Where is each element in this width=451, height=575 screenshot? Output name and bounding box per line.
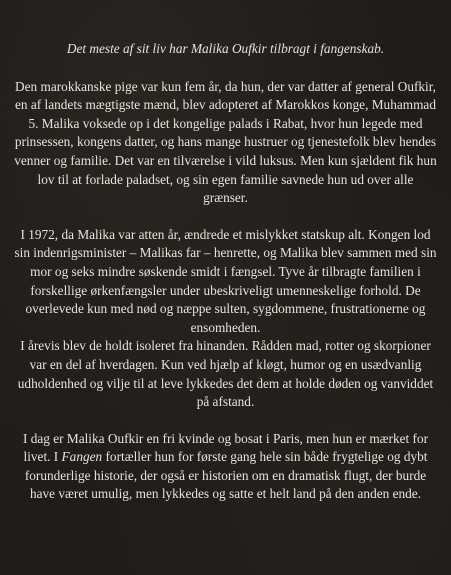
synopsis-paragraph-1: [14, 78, 437, 208]
paragraph-4-intro: I dag er Malika Oufkir en fri kvinde og bosat i Paris, men hun er mærket for livet. I: [22, 430, 429, 465]
synopsis-paragraph-2: [14, 226, 437, 412]
book-title-italic: Fangen: [61, 449, 103, 465]
synopsis-paragraph-2-text: I 1972, da Malika var atten år, ændrede et mislykket statskup alt. Kongen lod sin indenrigsminister – Malikas far – henrette, og Malika blev sammen med sin mor og seks mindre søskende smidt i fængsel. Tyve år tilbragte familien i forskellige ørkenfængsler under ubeskriveligt umenneskelige forhold. De overlevede kun med nød og næppe sulten, sygdommene, frustrationerne og ensomheden.: [14, 226, 437, 335]
paragraph-4-rest: fortæller hun for første gang hele sin både frygtelige og dybt forunderlige historie, der også er historien om en dramatisk flugt, der burde have været umulig, men lykkedes og satte et helt land på den anden ende.: [24, 449, 428, 502]
synopsis-paragraph-1-text: Den marokkanske pige var kun fem år, da hun, der var datter af general Oufkir, en af landets mægtigste mænd, blev adopteret af Marokkos konge, Muhammad 5. Malika voksede op i det kongelige palads i Rabat, hvor hun legede med prinsessen, kongens datter, og hans mange hustruer og tjenestefolk blev hendes venner og familie. Det var en tilværelse i vild luksus. Men kun sjældent fik hun lov til at forlade paladset, og sin egen familie savnede hun ud over alle grænser.: [14, 78, 437, 206]
synopsis-paragraph-3-text: I årevis blev de holdt isoleret fra hinanden. Rådden mad, rotter og skorpioner var en del af hverdagen. Kun ved hjælp af kløgt, humor og en usædvanlig udholdenhed og vilje til at leve lykkedes det dem at holde døden og vanviddet på afstand.: [17, 338, 434, 410]
tagline: Det meste af sit liv har Malika Oufkir tilbragt i fangenskab.: [66, 41, 385, 56]
synopsis-paragraph-4-text: [14, 430, 437, 504]
synopsis-paragraph-4: [14, 430, 437, 504]
